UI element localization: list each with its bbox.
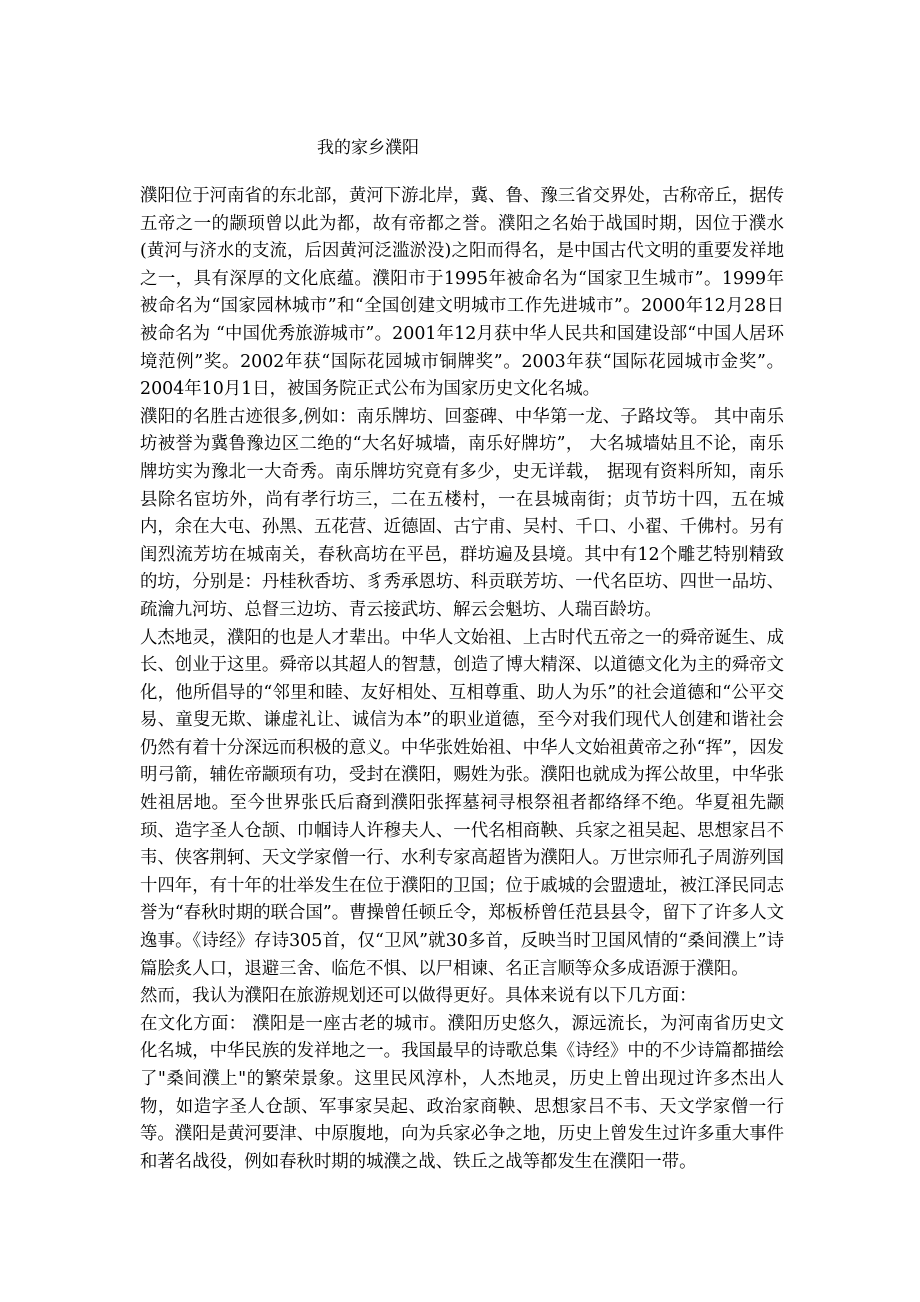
paragraph-scenic-spots: 濮阳的名胜古迹很多,例如：南乐牌坊、回銮碑、中华第一龙、子路坟等。 其中南乐坊被誉为冀鲁豫边区二绝的“大名好城墙，南乐好牌坊”， 大名城墙姑且不论，南乐牌坊实为豫北一大奇秀。南乐牌坊究竟有多少，史无详载， 据现有资料所知，南乐县除名宦坊外，尚有孝行坊三，二在五楼村，一在县城南街；贞节坊十四，五在城内，余在大屯、孙黑、五花营、近德固、古宁甫、吴村、千口、小翟、千佛村。另有闺烈流芳坊在城南关，春秋高坊在平邑，群坊遍及县境。其中有12个雕艺特别精致的坊，分别是：丹桂秋香坊、豸秀承恩坊、科贡联芳坊、一代名臣坊、四世一品坊、疏瀹九河坊、总督三边坊、青云接武坊、解云会魁坊、人瑞百龄坊。 [140,406,784,620]
paragraph-notable-people: 人杰地灵，濮阳的也是人才辈出。中华人文始祖、上古时代五帝之一的舜帝诞生、成长、创业于这里。舜帝以其超人的智慧，创造了博大精深、以道德文化为主的舜帝文化，他所倡导的“邻里和睦、友好相处、互相尊重、助人为乐”的社会道德和“公平交易、童叟无欺、谦虚礼让、诚信为本”的职业道德，至今对我们现代人创建和谐社会仍然有着十分深远而积极的意义。中华张姓始祖、中华人文始祖黄帝之孙“挥”，因发明弓箭，辅佐帝颛顼有功，受封在濮阳，赐姓为张。濮阳也就成为挥公故里，中华张姓祖居地。至今世界张氏后裔到濮阳张挥墓祠寻根祭祖者都络绎不绝。华夏祖先颛顼、造字圣人仓颉、巾帼诗人许穆夫人、一代名相商鞅、兵家之祖吴起、思想家吕不韦、侠客荆轲、天文学家僧一行、水利专家高超皆为濮阳人。万世宗师孔子周游列国十四年，有十年的壮举发生在位于濮阳的卫国；位于戚城的会盟遗址，被江泽民同志誉为“春秋时期的联合国”。曹操曾任顿丘令，郑板桥曾任范县县令，留下了许多人文逸事。《诗经》存诗305首，仅“卫风”就30多首，反映当时卫国风情的“桑间濮上”诗篇脍炙人口，退避三舍、临危不惧、以尸相谏、名正言顺等众多成语源于濮阳。 [140,627,784,979]
paragraph-intro: 濮阳位于河南省的东北部，黄河下游北岸，冀、鲁、豫三省交界处，古称帝丘，据传五帝之一的颛顼曾以此为都，故有帝都之誉。濮阳之名始于战国时期，因位于濮水(黄河与济水的支流，后因黄河泛滥淤没)之阳而得名，是中国古代文明的重要发祥地之一，具有深厚的文化底蕴。濮阳市于1995年被命名为“国家卫生城市”。1999年被命名为“国家园林城市”和“全国创建文明城市工作先进城市”。2000年12月28日被命名为 “中国优秀旅游城市”。2001年12月获中华人民共和国建设部“中国人居环境范例”奖。2002年获“国际花园城市铜牌奖”。2003年获“国际花园城市金奖”。2004年10月1日，被国务院正式公布为国家历史文化名城。 [140,186,784,400]
document-body [140,183,784,1176]
document-title: 我的家乡濮阳 [317,138,419,158]
paragraph-tourism-planning: 然而，我认为濮阳在旅游规划还可以做得更好。具体来说有以下几方面： [140,986,697,1007]
paragraph-culture: 在文化方面： 濮阳是一座古老的城市。濮阳历史悠久，源远流长，为河南省历史文化名城，中华民族的发祥地之一。我国最早的诗歌总集《诗经》中的不少诗篇都描绘了"桑间濮上"的繁荣景象。这里民风淳朴，人杰地灵，历史上曾出现过许多杰出人物，如造字圣人仓颉、军事家吴起、政治家商鞅、思想家吕不韦、天文学家僧一行等。濮阳是黄河要津、中原腹地，向为兵家必争之地，历史上曾发生过许多重大事件和著名战役，例如春秋时期的城濮之战、铁丘之战等都发生在濮阳一带。 [140,1013,784,1172]
